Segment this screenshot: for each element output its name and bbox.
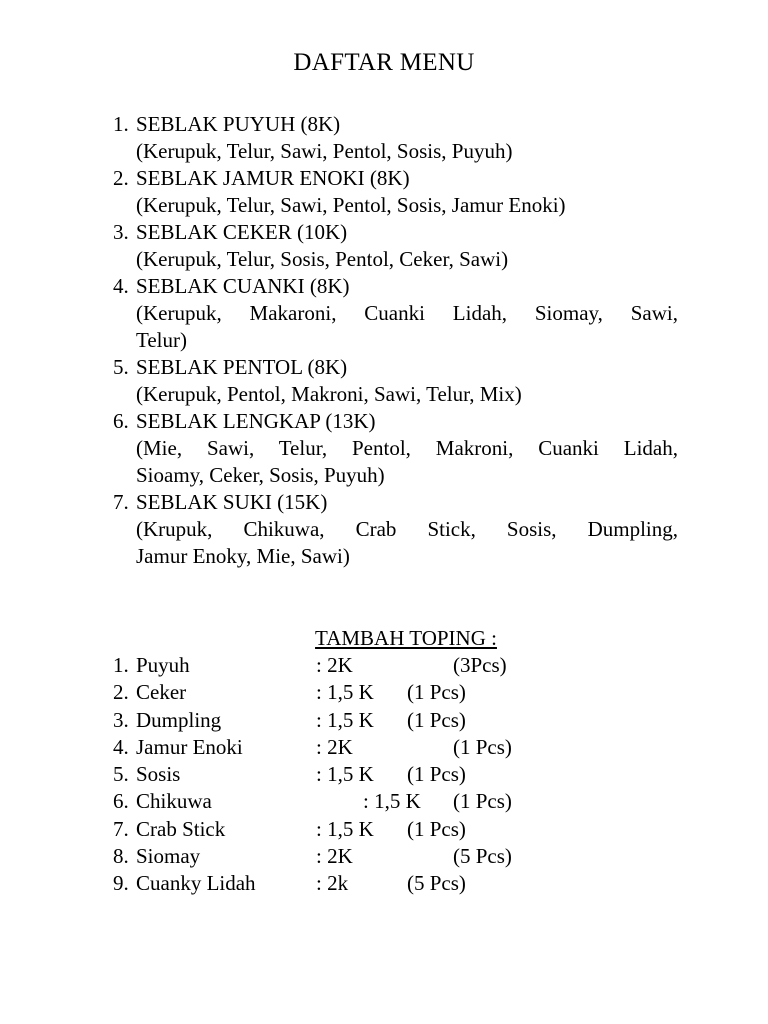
menu-item-name: SEBLAK SUKI (15K) xyxy=(136,490,328,514)
topping-number: 1. xyxy=(113,653,129,677)
menu-item-description: (Kerupuk, Telur, Sawi, Pentol, Sosis, Jamur Enoki) xyxy=(136,193,566,217)
topping-quantity: (1 Pcs) xyxy=(453,789,512,814)
menu-item-description-cont: Telur) xyxy=(136,328,188,352)
menu-item xyxy=(113,354,678,408)
menu-item xyxy=(113,408,678,489)
menu-item-number: 5. xyxy=(113,355,129,379)
topping-number: 9. xyxy=(113,871,129,896)
topping-quantity: (1 Pcs) xyxy=(453,734,512,759)
topping-name: Dumpling xyxy=(136,707,222,732)
menu-item xyxy=(113,219,678,273)
topping-quantity: (5 Pcs) xyxy=(453,844,512,869)
topping-row xyxy=(113,843,633,870)
topping-number: 7. xyxy=(113,816,129,841)
topping-row xyxy=(113,788,633,815)
topping-name: Jamur Enoki xyxy=(136,734,243,759)
menu-item xyxy=(113,111,678,165)
menu-item-name: SEBLAK JAMUR ENOKI (8K) xyxy=(136,166,410,190)
menu-item-number: 1. xyxy=(113,112,129,136)
menu-item-number: 2. xyxy=(113,166,129,190)
menu-item xyxy=(113,489,678,570)
topping-name: Cuanky Lidah xyxy=(136,871,256,896)
topping-list xyxy=(113,652,633,898)
menu-item-name: SEBLAK LENGKAP (13K) xyxy=(136,409,376,433)
topping-quantity: (3Pcs) xyxy=(453,653,507,677)
topping-quantity: (5 Pcs) xyxy=(407,871,466,896)
topping-name: Ceker xyxy=(136,680,187,705)
topping-name: Puyuh xyxy=(136,653,190,677)
menu-item-name: SEBLAK PUYUH (8K) xyxy=(136,112,341,136)
topping-row xyxy=(113,761,633,788)
topping-number: 6. xyxy=(113,789,129,814)
topping-price: : 1,5 K xyxy=(316,762,374,787)
menu-item-description: (Kerupuk, Telur, Sawi, Pentol, Sosis, Puyuh) xyxy=(136,139,513,163)
page-title: DAFTAR MENU xyxy=(293,49,475,76)
topping-row xyxy=(113,679,633,706)
menu-item xyxy=(113,273,678,354)
topping-row xyxy=(113,734,633,761)
topping-price: : 1,5 K xyxy=(363,789,421,814)
menu-item-number: 7. xyxy=(113,490,129,514)
menu-item-description: (Kerupuk, Pentol, Makroni, Sawi, Telur, Mix) xyxy=(136,382,522,406)
topping-price: : 2K xyxy=(316,653,353,677)
topping-row xyxy=(113,870,633,897)
topping-price: : 1,5 K xyxy=(316,680,374,705)
topping-price: : 1,5 K xyxy=(316,707,374,732)
topping-name: Siomay xyxy=(136,844,201,869)
topping-number: 2. xyxy=(113,680,129,705)
topping-name: Chikuwa xyxy=(136,789,212,814)
topping-quantity: (1 Pcs) xyxy=(407,707,466,732)
menu-item-number: 4. xyxy=(113,274,129,298)
topping-name: Crab Stick xyxy=(136,816,226,841)
menu-item-name: SEBLAK CUANKI (8K) xyxy=(136,274,350,298)
topping-section-title: TAMBAH TOPING : xyxy=(315,626,497,650)
topping-quantity: (1 Pcs) xyxy=(407,680,466,705)
menu-list xyxy=(113,111,678,570)
topping-price: : 1,5 K xyxy=(316,816,374,841)
menu-item-name: SEBLAK CEKER (10K) xyxy=(136,220,348,244)
topping-price: : 2K xyxy=(316,844,353,869)
menu-item-description: (Krupuk, Chikuwa, Crab Stick, Sosis, Dumpling, xyxy=(136,517,678,541)
topping-name: Sosis xyxy=(136,762,181,787)
menu-item-description: (Kerupuk, Makaroni, Cuanki Lidah, Siomay, Sawi, xyxy=(136,301,678,325)
topping-price: : 2K xyxy=(316,734,353,759)
topping-row xyxy=(113,707,633,734)
topping-row xyxy=(113,816,633,843)
topping-number: 4. xyxy=(113,734,129,759)
menu-item-number: 6. xyxy=(113,409,129,433)
menu-item-name: SEBLAK PENTOL (8K) xyxy=(136,355,348,379)
topping-row xyxy=(113,652,633,679)
topping-number: 8. xyxy=(113,844,129,869)
topping-quantity: (1 Pcs) xyxy=(407,762,466,787)
topping-quantity: (1 Pcs) xyxy=(407,816,466,841)
menu-item xyxy=(113,165,678,219)
topping-price: : 2k xyxy=(316,871,349,896)
menu-item-description-cont: Sioamy, Ceker, Sosis, Puyuh) xyxy=(136,463,385,487)
menu-item-description: (Kerupuk, Telur, Sosis, Pentol, Ceker, Sawi) xyxy=(136,247,509,271)
menu-item-description: (Mie, Sawi, Telur, Pentol, Makroni, Cuanki Lidah, xyxy=(136,436,678,460)
menu-item-description-cont: Jamur Enoky, Mie, Sawi) xyxy=(136,544,350,568)
topping-number: 3. xyxy=(113,707,129,732)
menu-item-number: 3. xyxy=(113,220,129,244)
topping-number: 5. xyxy=(113,762,129,787)
